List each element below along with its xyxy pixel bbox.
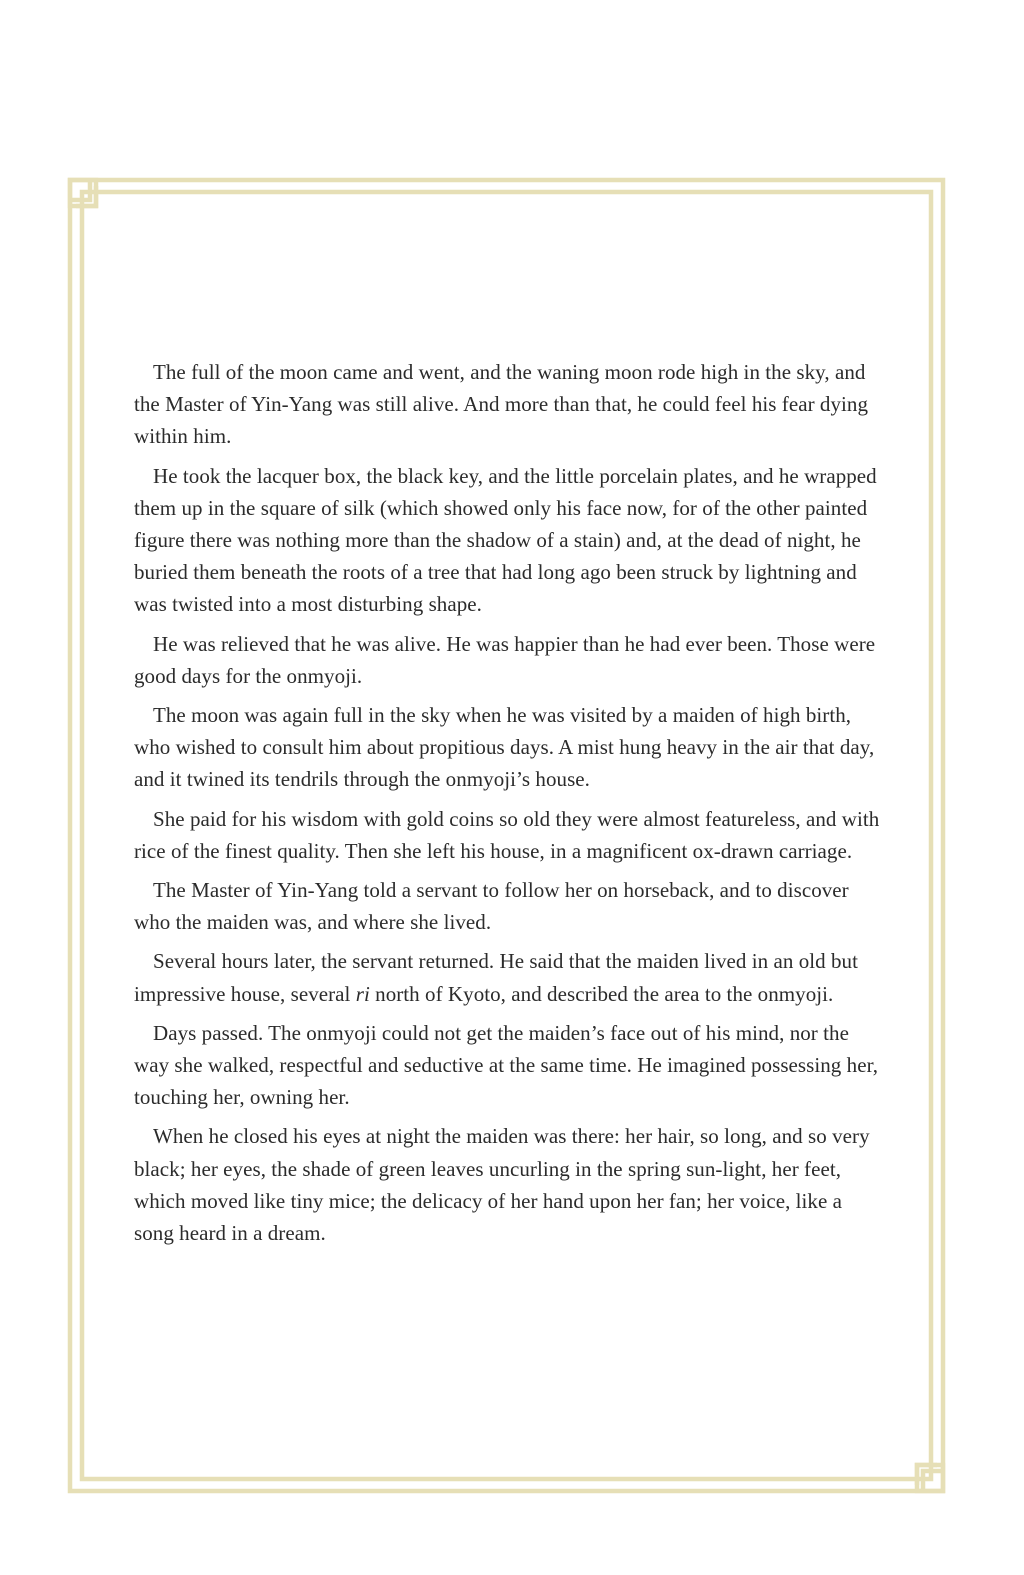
paragraph-7-before: Several hours later, the servant returned. He said that the maiden lived in an old but impressive house, several	[134, 949, 858, 1006]
italic-word-ri: ri	[355, 981, 370, 1006]
paragraph-5: She paid for his wisdom with gold coins so old they were almost featureless, and with rice of the finest quality. Then she left his house, in a magnificent ox-drawn carriage.	[134, 806, 880, 863]
paragraph-7-after: north of Kyoto, and described the area to the onmyoji.	[369, 981, 834, 1006]
paragraph-8: Days passed. The onmyoji could not get the maiden’s face out of his mind, nor the way she walked, respectful and seductive at the same time. He imagined possessing her, touching her, owning her.	[134, 1020, 879, 1110]
paragraph-3: He was relieved that he was alive. He was happier than he had ever been. Those were good days for the onmyoji.	[134, 631, 876, 688]
paragraph-1: The full of the moon came and went, and the waning moon rode high in the sky, and the Master of Yin-Yang was still alive. And more than that, he could feel his fear dying within him.	[134, 360, 868, 449]
paragraph-9: When he closed his eyes at night the maiden was there: her hair, so long, and so very black; her eyes, the shade of green leaves uncurling in the spring sun-light, her feet, which moved like tiny mice; the delicacy of her hand upon her fan; her voice, like a song heard in a dream.	[134, 1124, 870, 1246]
paragraph-2: He took the lacquer box, the black key, and the little porcelain plates, and he wrapped them up in the square of silk (which showed only his face now, for of the other painted figure there was nothing more than the shadow of a stain) and, at the dead of night, he buried them beneath the roots of a tree that had long ago been struck by lightning and was twisted into a most disturbing shape.	[134, 463, 877, 617]
story-text	[134, 356, 886, 1256]
paragraph-6: The Master of Yin-Yang told a servant to follow her on horseback, and to discover who the maiden was, and where she lived.	[134, 878, 849, 935]
paragraph-4: The moon was again full in the sky when he was visited by a maiden of high birth, who wished to consult him about propitious days. A mist hung heavy in the air that day, and it twined its tendrils through the onmyoji’s house.	[134, 703, 875, 792]
paragraph-7	[134, 945, 886, 1009]
